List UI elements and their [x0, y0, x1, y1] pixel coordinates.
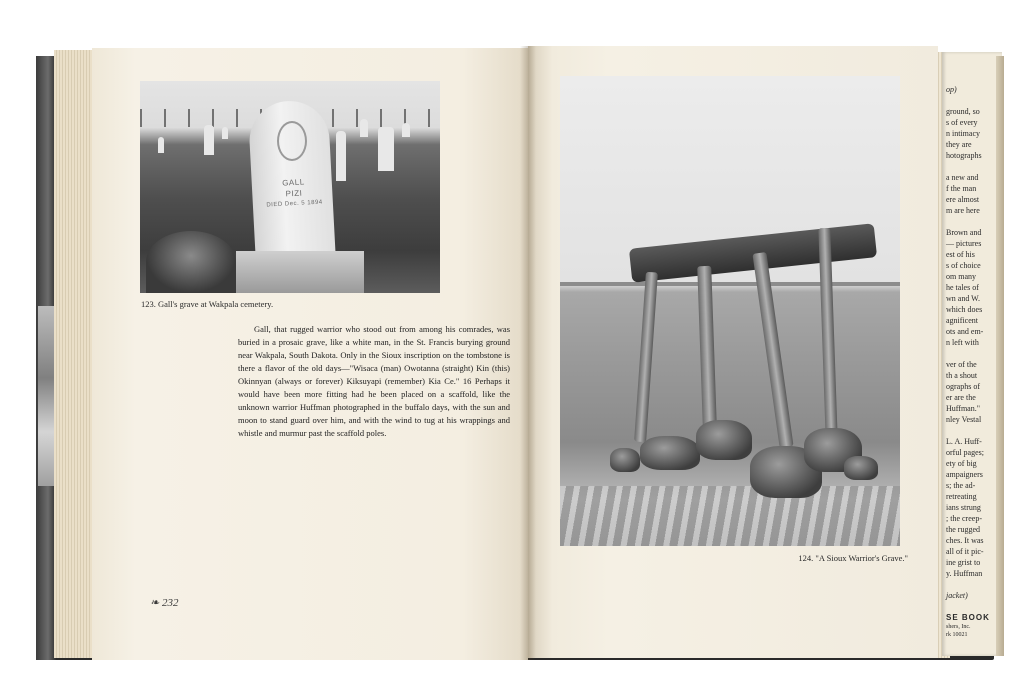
jacket-flap-line: rk 10021	[946, 632, 968, 638]
dust-jacket-flap	[942, 52, 1002, 656]
distant-grave	[378, 127, 394, 171]
jacket-flap-line	[946, 601, 1002, 612]
jacket-flap-line: retreating	[946, 492, 977, 501]
jacket-flap-line	[946, 95, 1002, 106]
jacket-flap-line	[946, 216, 1002, 227]
distant-grave	[360, 119, 368, 137]
gall-grave-photo	[140, 81, 440, 293]
scaffold-platform	[629, 223, 877, 283]
jacket-flap-text	[946, 84, 1002, 639]
page-number-value: 232	[161, 597, 179, 609]
rock	[844, 456, 878, 480]
jacket-flap-line: — pictures	[946, 239, 982, 248]
left-page-body-text: Gall, that rugged warrior who stood out from among his comrades, was buried in a prosaic grave, like a white man, in the St. Francis burying ground near Wakpala, South Dakota. Only in the Sioux inscription on the tombstone is there a flavor of the old days—"Wisaca (man) Owotanna (straight) Kin (this) Okinnyan (always or forever) Kiksuyapi (remember) Kia Ce." 16 Perhaps it would have been more fitting had he been placed on a scaffold, like the unknown warrior Huffman photographed in the buffalo days, with the sun and moon to stand guard over him, and with the wind to tug at his wrappings and whistle and murmur past the scaffold poles.	[238, 324, 510, 438]
jacket-flap-line: s of choice	[946, 261, 981, 270]
jacket-flap-line: wn and W.	[946, 294, 980, 303]
jacket-flap-line: th a shout	[946, 371, 978, 380]
jacket-flap-line: est of his	[946, 250, 975, 259]
jacket-flap-line: s; the ad-	[946, 481, 976, 490]
page-number	[150, 596, 178, 609]
jacket-flap-line: m are here	[946, 206, 980, 215]
jacket-flap-line: orful pages;	[946, 448, 984, 457]
jacket-flap-line: ampaigners	[946, 470, 983, 479]
jacket-flap-line: ches. It was	[946, 536, 984, 545]
jacket-flap-line: ; the creep-	[946, 514, 982, 523]
left-photo-caption: 123. Gall's grave at Wakpala cemetery.	[141, 299, 274, 309]
jacket-flap-line: n left with	[946, 338, 979, 347]
dust-jacket-edge	[36, 56, 56, 660]
tombstone-line: DIED Dec. 5 1894	[266, 199, 323, 209]
distant-grave	[336, 131, 346, 181]
jacket-flap-line: er are the	[946, 393, 976, 402]
jacket-flap-line: L. A. Huff-	[946, 437, 982, 446]
jacket-flap-line: ine grist to	[946, 558, 981, 567]
jacket-flap-line	[946, 579, 1002, 590]
jacket-flap-line: s of every	[946, 118, 978, 127]
jacket-flap-line: ians strung	[946, 503, 981, 512]
jacket-flap-line	[946, 425, 1002, 436]
page-ornament-icon: ❧	[150, 597, 160, 609]
jacket-flap-line	[946, 161, 1002, 172]
rock	[696, 420, 752, 460]
jacket-flap-line: ground, so	[946, 107, 980, 116]
jacket-edge	[996, 56, 1004, 656]
jacket-flap-line: f the man	[946, 184, 977, 193]
jacket-flap-line: y. Huffman	[946, 569, 983, 578]
rock	[610, 448, 640, 472]
jacket-flap-line: the rugged	[946, 525, 980, 534]
jacket-flap-line: hotographs	[946, 151, 982, 160]
distant-grave	[204, 125, 214, 155]
tombstone-base	[236, 251, 364, 293]
jacket-flap-line: ots and em-	[946, 327, 984, 336]
jacket-flap-line: agnificent	[946, 316, 978, 325]
distant-grave	[222, 127, 228, 139]
scaffold-pole	[634, 272, 658, 442]
jacket-flap-line: ographs of	[946, 382, 980, 391]
tombstone-emblem	[277, 121, 307, 161]
jacket-flap-line: Brown and	[946, 228, 982, 237]
jacket-flap-line: he tales of	[946, 283, 979, 292]
tombstone-line: GALL	[281, 177, 305, 188]
jacket-flap-line: Huffman."	[946, 404, 980, 413]
sioux-warrior-grave-photo	[560, 76, 900, 546]
right-photo-caption: 124. "A Sioux Warrior's Grave."	[798, 553, 908, 563]
horizon	[560, 282, 900, 286]
jacket-flap-line: ere almost	[946, 195, 980, 204]
jacket-flap-line: shers, Inc.	[946, 624, 971, 630]
jacket-flap-line: SE BOOK	[946, 613, 990, 622]
jacket-flap-line	[946, 348, 1002, 359]
distant-grave	[402, 123, 410, 137]
jacket-photo-fragment	[38, 306, 54, 486]
jacket-flap-line: op)	[946, 85, 957, 94]
jacket-flap-line: ver of the	[946, 360, 977, 369]
jacket-flap-line: n intimacy	[946, 129, 980, 138]
jacket-flap-line: a new and	[946, 173, 979, 182]
book-gutter	[520, 46, 536, 660]
jacket-flap-line: which does	[946, 305, 983, 314]
tombstone-line: PIZI	[285, 188, 303, 199]
jacket-flap-line: om many	[946, 272, 976, 281]
snowy-ground	[560, 486, 900, 546]
tombstone-inscription	[263, 175, 325, 211]
scaffold-pole	[697, 266, 717, 426]
jacket-flap-line: they are	[946, 140, 972, 149]
jacket-flap-line: jacket)	[946, 591, 968, 600]
grave-mound	[146, 231, 236, 293]
rock	[640, 436, 700, 470]
jacket-flap-line: ety of big	[946, 459, 977, 468]
distant-grave	[158, 137, 164, 153]
jacket-flap-line: all of it pic-	[946, 547, 984, 556]
jacket-flap-line: nley Vestal	[946, 415, 982, 424]
